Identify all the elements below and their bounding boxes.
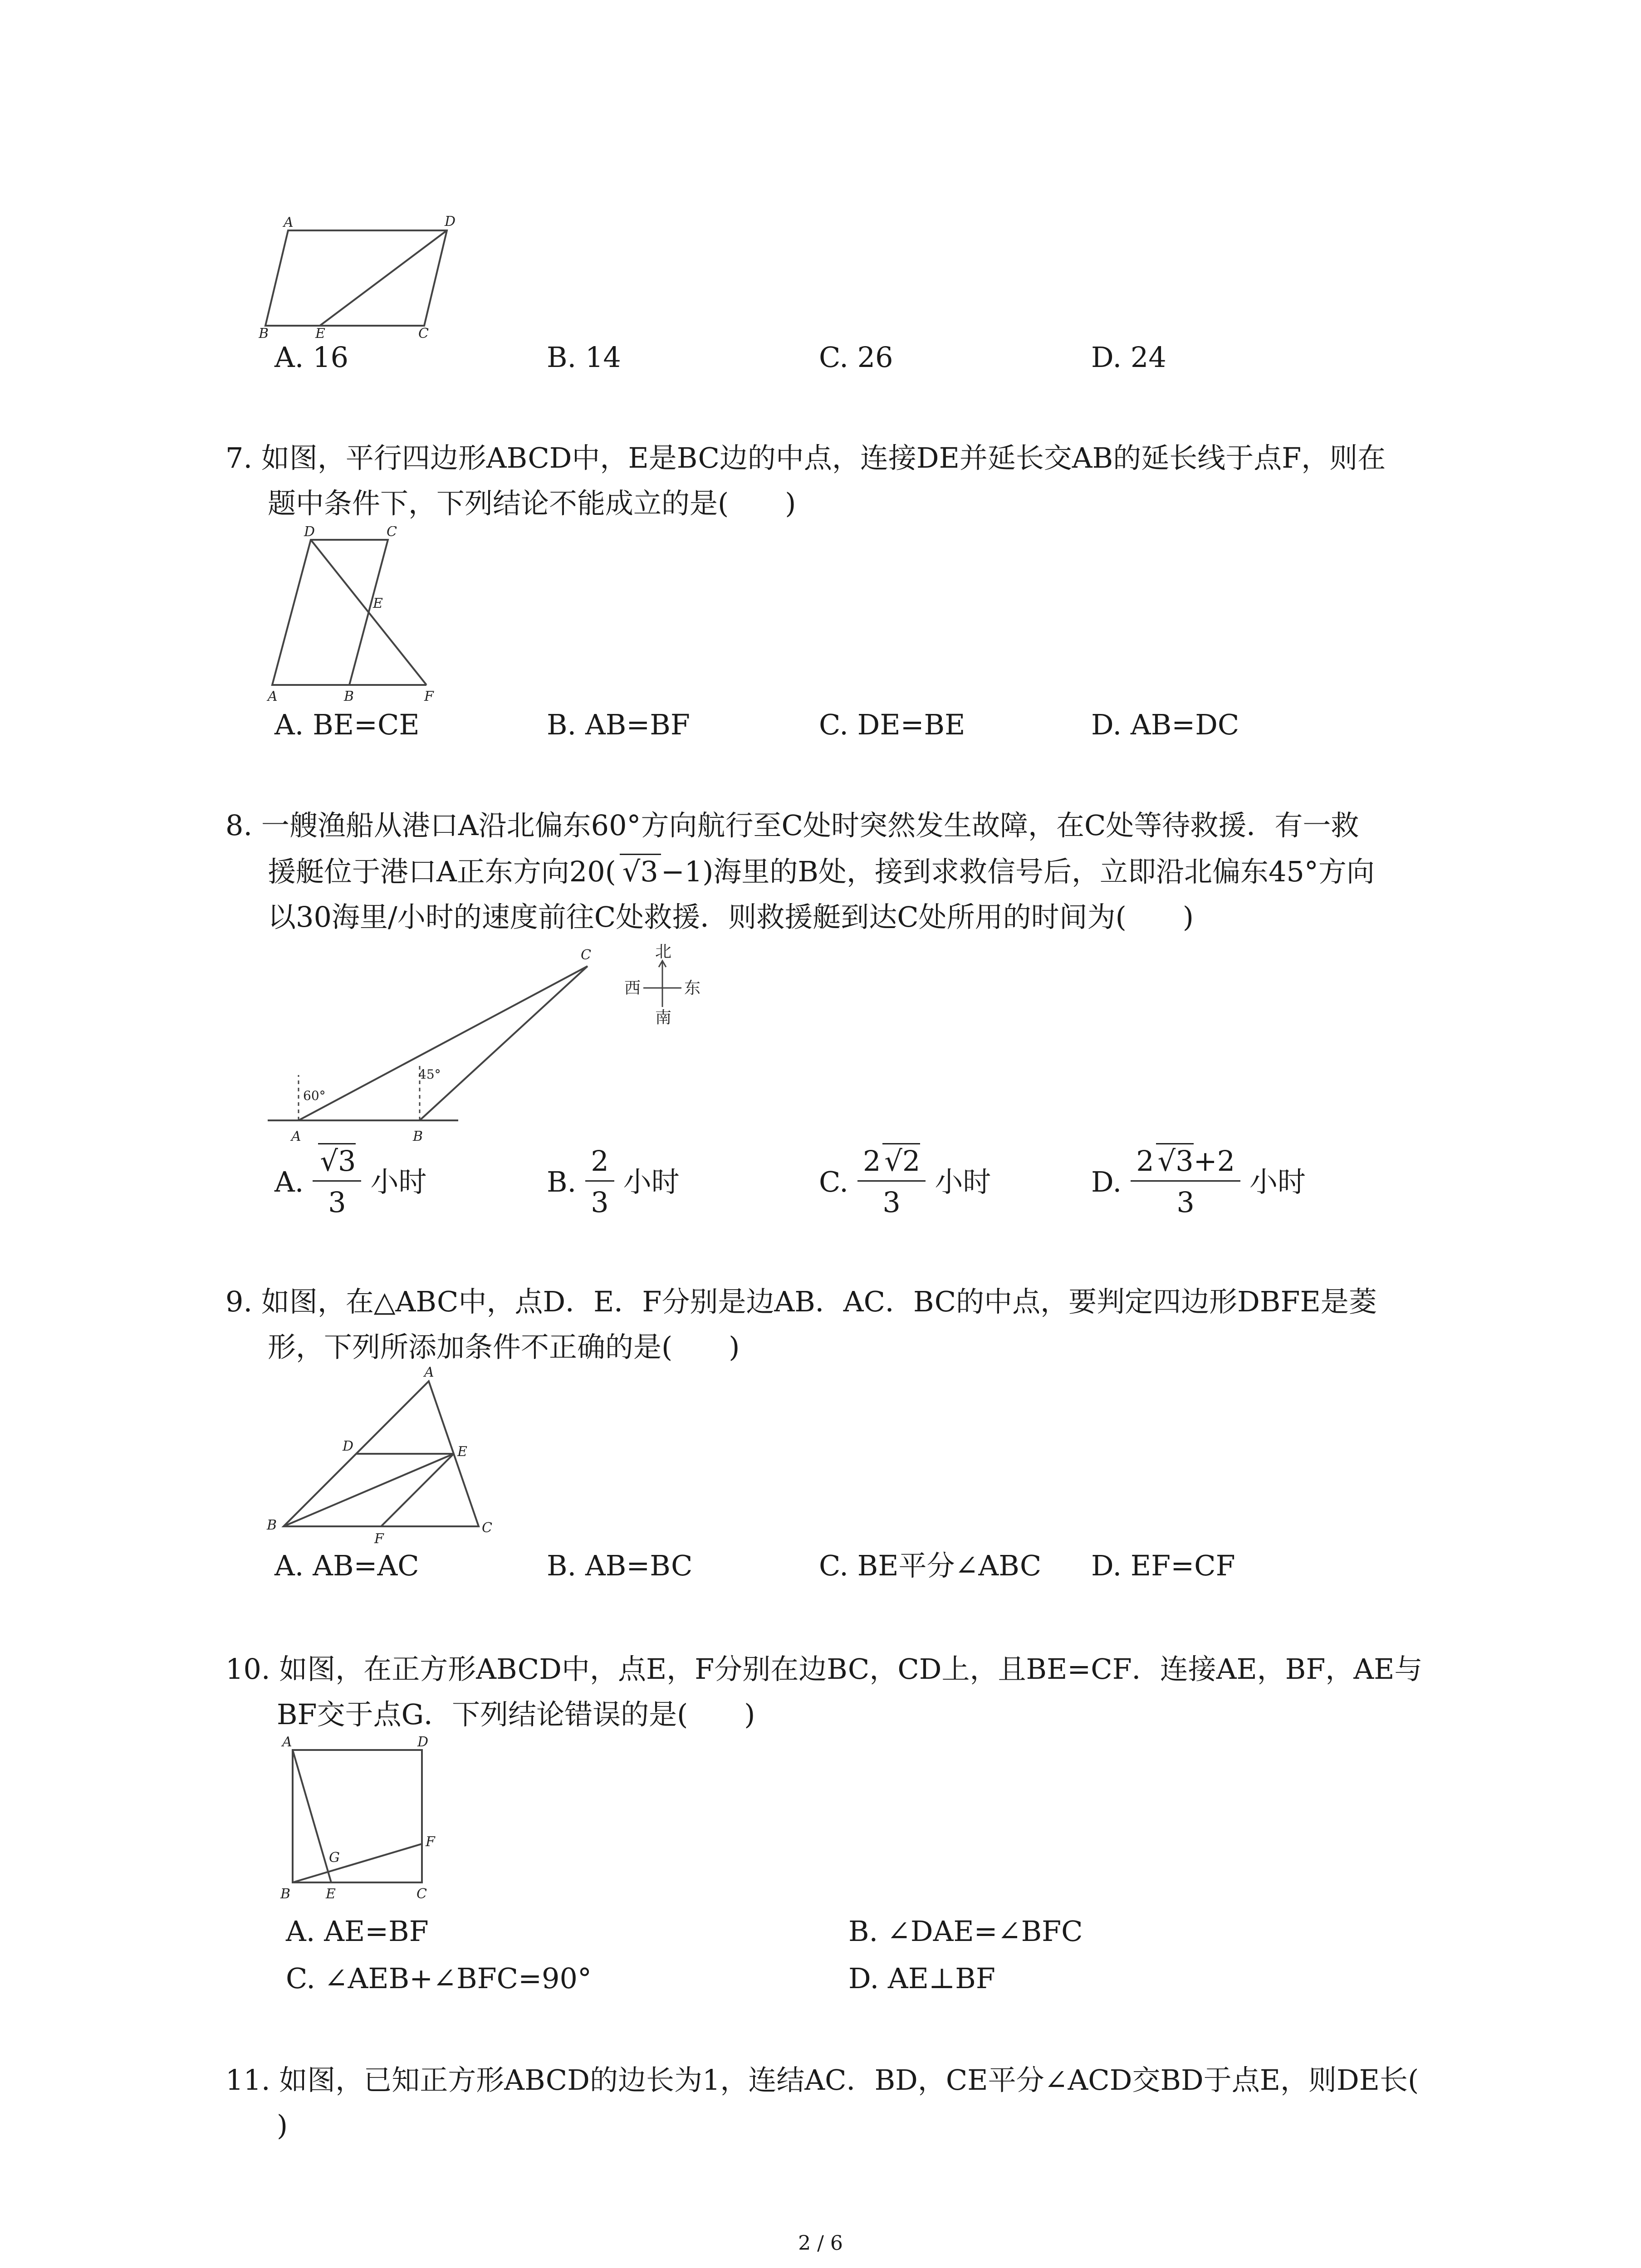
q6-option-d: D. 24 <box>1091 341 1166 374</box>
q7-parallelogram-figure <box>259 526 458 708</box>
q8-option-a: A. $\frac{√3}{3}$ 小时 <box>274 1143 426 1221</box>
q10-label-a: A <box>282 1734 292 1750</box>
q10-label-c: C <box>416 1886 427 1902</box>
compass-icon <box>624 943 700 1027</box>
compass-north: 北 <box>655 943 672 961</box>
q8-option-c: C. $\frac{2 √2}{3}$ 小时 <box>819 1143 991 1221</box>
q9-option-a: A. AB=AC <box>274 1549 419 1582</box>
compass-west: 西 <box>624 979 641 997</box>
q9-label-c: C <box>482 1520 492 1536</box>
q11-stem-line1: 11. 如图，已知正方形ABCD的边长为1，连结AC．BD，CE平分∠ACD交BD于点E，则DE长( <box>225 2063 1419 2097</box>
q10-option-c: C. ∠AEB+∠BFC=90° <box>286 1962 592 1995</box>
compass-east: 东 <box>684 979 701 997</box>
q7-option-d: D. AB=DC <box>1091 708 1239 741</box>
q9-label-a: A <box>424 1365 434 1380</box>
q6-label-e: E <box>315 326 325 340</box>
q6-label-d: D <box>445 214 456 230</box>
q9-label-b: B <box>267 1517 277 1533</box>
q10-label-b: B <box>280 1886 291 1902</box>
q7-label-e: E <box>373 596 383 611</box>
q6-label-c: C <box>418 326 429 340</box>
q9-label-e: E <box>457 1444 467 1460</box>
q10-square-figure <box>272 1733 463 1905</box>
q7-option-b: B. AB=BF <box>547 708 690 741</box>
q9-stem-line2: 形，下列所添加条件不正确的是( ) <box>268 1330 740 1364</box>
q6-label-a: A <box>284 215 294 230</box>
q8-stem-line3: 以30海里/小时的速度前往C处救援．则救援艇到达C处所用的时间为( ) <box>268 900 1194 934</box>
q10-option-a: A. AE=BF <box>286 1915 429 1948</box>
q10-label-f: F <box>426 1834 435 1850</box>
q8-label-a: A <box>291 1129 301 1144</box>
q9-option-c: C. BE平分∠ABC <box>819 1549 1042 1582</box>
q7-label-d: D <box>304 526 315 540</box>
q8-label-c: C <box>581 947 591 963</box>
q10-option-d: D. AE⊥BF <box>848 1962 995 1995</box>
q7-label-c: C <box>387 526 397 540</box>
q6-option-c: C. 26 <box>819 341 893 374</box>
q9-option-b: B. AB=BC <box>547 1549 693 1582</box>
q9-label-d: D <box>343 1438 354 1454</box>
q9-triangle-figure <box>259 1365 513 1547</box>
q8-stem-line2: 援艇位于港口A正东方向20( √3−1)海里的B处，接到求救信号后，立即沿北偏东45°方向 <box>268 849 1375 894</box>
q8-angle-45: 45° <box>418 1067 441 1082</box>
q8-option-b: B. $\frac{2}{3}$ 小时 <box>547 1143 680 1221</box>
q7-stem-line2: 题中条件下，下列结论不能成立的是( ) <box>268 487 796 520</box>
q10-label-g: G <box>329 1850 340 1866</box>
q6-parallelogram-figure <box>259 213 476 340</box>
q7-option-a: A. BE=CE <box>274 708 420 741</box>
q7-option-c: C. DE=BE <box>819 708 965 741</box>
q7-label-a: A <box>268 689 278 704</box>
q6-label-b: B <box>259 326 269 340</box>
q11-stem-line2: ) <box>277 2109 288 2142</box>
q9-label-f: F <box>374 1531 384 1547</box>
q7-label-f: F <box>424 689 434 704</box>
q7-stem-line1: 7. 如图，平行四边形ABCD中，E是BC边的中点，连接DE并延长交AB的延长线于点F，则在 <box>225 441 1386 474</box>
q8-angle-60: 60° <box>303 1088 326 1103</box>
q10-stem-line2: BF交于点G．下列结论错误的是( ) <box>277 1698 755 1731</box>
q10-stem-line1: 10. 如图，在正方形ABCD中，点E，F分别在边BC，CD上，且BE=CF．连接AE，BF，AE与 <box>225 1652 1423 1686</box>
q8-stem-line1: 8. 一艘渔船从港口A沿北偏东60°方向航行至C处时突然发生故障，在C处等待救援．有一救 <box>225 809 1359 842</box>
page-number: 2 / 6 <box>798 2232 843 2255</box>
q10-label-e: E <box>326 1886 336 1902</box>
q8-rescue-figure <box>263 939 744 1152</box>
compass-south: 南 <box>655 1008 672 1027</box>
q7-label-b: B <box>344 689 354 704</box>
q9-option-d: D. EF=CF <box>1091 1549 1235 1582</box>
q6-option-a: A. 16 <box>274 341 349 374</box>
q10-option-b: B. ∠DAE=∠BFC <box>848 1915 1083 1948</box>
q10-label-d: D <box>417 1734 429 1750</box>
q6-option-b: B. 14 <box>547 341 621 374</box>
q8-option-d: D. $\frac{2 √3+2}{3}$ 小时 <box>1091 1143 1306 1221</box>
q9-stem-line1: 9. 如图，在△ABC中，点D．E．F分别是边AB．AC．BC的中点，要判定四边形DBFE是菱 <box>225 1285 1377 1318</box>
q8-label-b: B <box>413 1129 423 1144</box>
